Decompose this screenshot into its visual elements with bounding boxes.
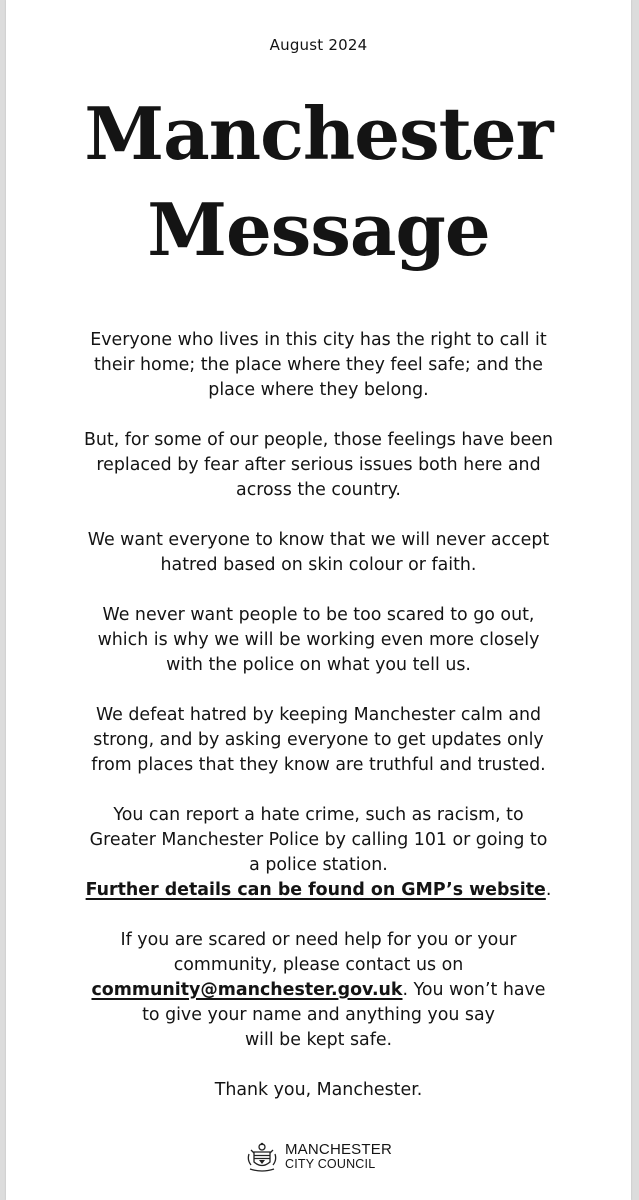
- community-email-link[interactable]: community@manchester.gov.uk: [91, 980, 403, 1000]
- gmp-website-link[interactable]: Further details can be found on GMP’s website: [85, 880, 546, 900]
- text-line: across the country.: [236, 480, 401, 500]
- paragraph-belonging: [6, 328, 631, 403]
- text-line: Greater Manchester Police by calling 101 or going to: [89, 830, 548, 850]
- text-line: with the police on what you tell us.: [166, 655, 471, 675]
- gmp-link-line: [6, 878, 631, 903]
- text-line: But, for some of our people, those feelings have been: [83, 430, 554, 450]
- text-line: If you are scared or need help for you or your: [120, 930, 517, 950]
- email-line: [6, 978, 631, 1003]
- text-line: hatred based on skin colour or faith.: [160, 555, 477, 575]
- paragraph-police: [6, 603, 631, 678]
- council-name-line-2: CITY COUNCIL: [284, 1157, 376, 1171]
- issue-date: August 2024: [269, 36, 368, 54]
- text-line: community, please contact us on: [173, 955, 464, 975]
- paragraph-fear: [6, 428, 631, 503]
- text-line: which is why we will be working even more closely: [97, 630, 540, 650]
- closing-line: [6, 1078, 631, 1103]
- text-line: a police station.: [249, 855, 388, 875]
- page-title: [6, 86, 631, 278]
- paragraph-defeat-hatred: [6, 703, 631, 778]
- document-page: [6, 0, 631, 1200]
- text-line: We never want people to be too scared to go out,: [102, 605, 535, 625]
- text-line: We defeat hatred by keeping Manchester calm and: [95, 705, 542, 725]
- link-suffix: .: [545, 880, 552, 900]
- text-line: We want everyone to know that we will never accept: [87, 530, 550, 550]
- text-line: place where they belong.: [208, 380, 429, 400]
- city-crest-icon: [245, 1140, 279, 1174]
- title-line-2: Message: [147, 187, 490, 272]
- message-body: [6, 328, 631, 1128]
- text-line: replaced by fear after serious issues both here and: [96, 455, 541, 475]
- text-line: You can report a hate crime, such as racism, to: [113, 805, 524, 825]
- council-name: [285, 1143, 392, 1171]
- paragraph-never-accept: [6, 528, 631, 578]
- council-name-line-1: MANCHESTER: [284, 1141, 392, 1158]
- text-line: will be kept safe.: [244, 1030, 393, 1050]
- text-line: their home; the place where they feel safe; and the: [93, 355, 543, 375]
- text-line: Thank you, Manchester.: [214, 1080, 423, 1100]
- text-line: strong, and by asking everyone to get updates only: [93, 730, 544, 750]
- title-line-1: Manchester: [84, 91, 553, 176]
- after-email-text: . You won’t have: [402, 980, 546, 1000]
- text-line: from places that they know are truthful and trusted.: [91, 755, 546, 775]
- paragraph-report-crime: [6, 803, 631, 903]
- text-line: to give your name and anything you say: [142, 1005, 495, 1025]
- paragraph-contact: [6, 928, 631, 1053]
- council-logo: [6, 1140, 631, 1174]
- text-line: Everyone who lives in this city has the right to call it: [90, 330, 547, 350]
